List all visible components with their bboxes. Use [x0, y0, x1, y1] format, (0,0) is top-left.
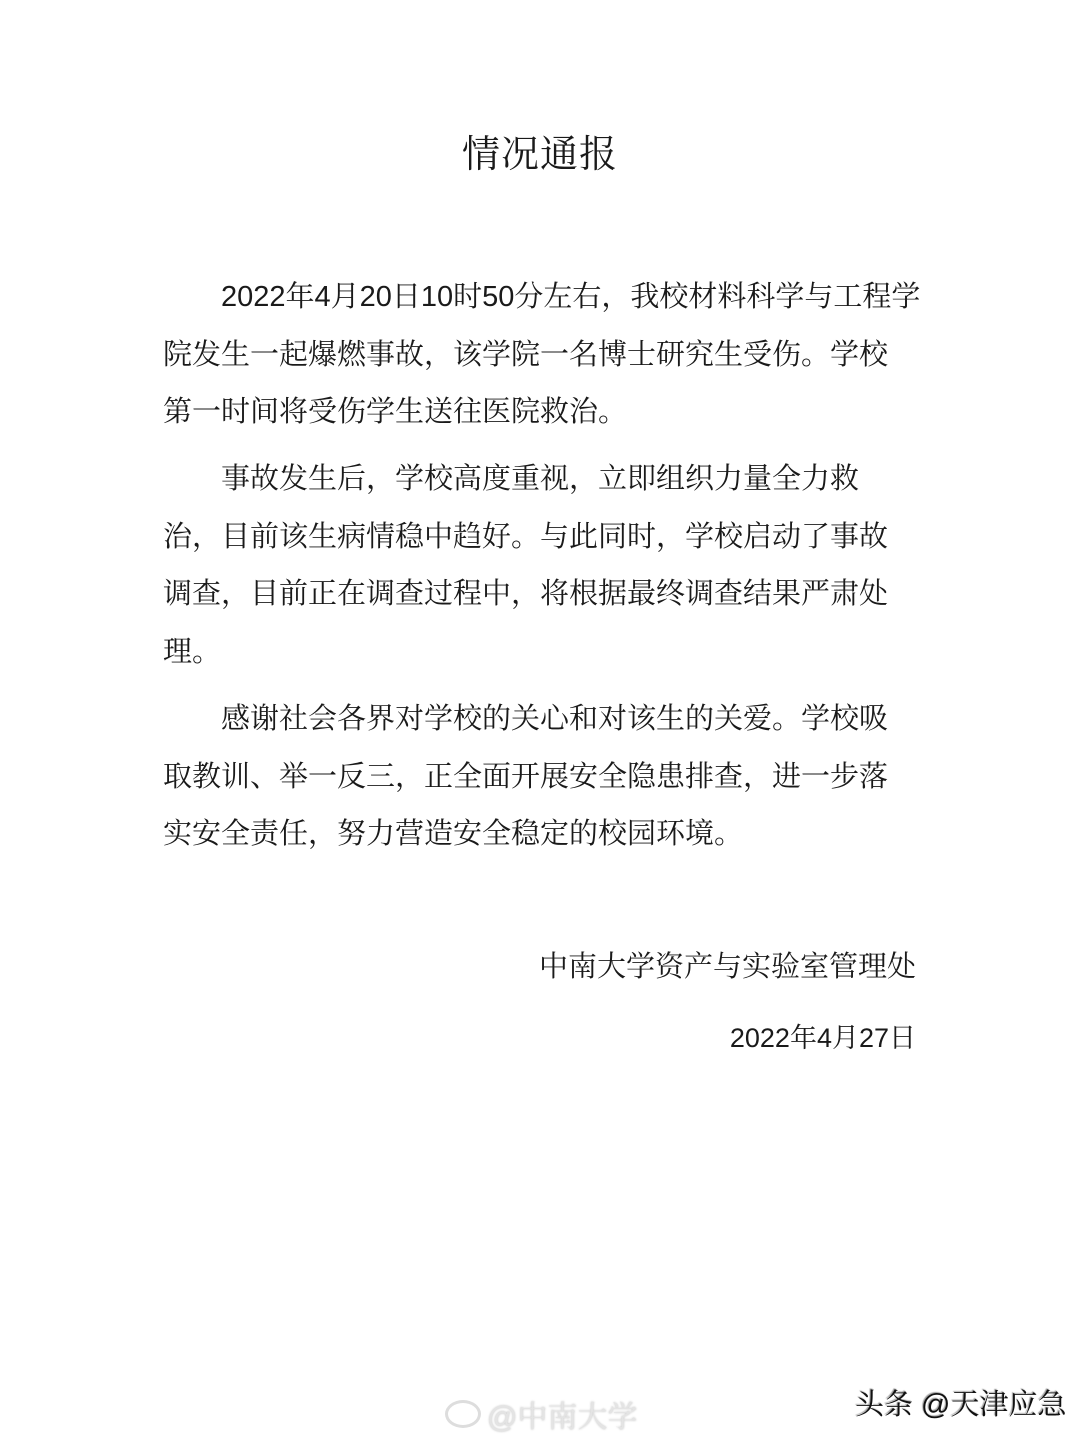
toutiao-watermark: 头条 @天津应急 [855, 1389, 1067, 1421]
text-line: 调查，目前正在调查过程中，将根据最终调查结果严肃处 [163, 578, 889, 610]
weibo-watermark [445, 1392, 637, 1436]
text-line: 实安全责任，努力营造安全稳定的校园环境。 [163, 818, 744, 850]
weibo-watermark-text: @中南大学 [487, 1401, 638, 1434]
paragraph-1 [163, 269, 921, 442]
text-line: 理。 [163, 635, 222, 668]
text-line: 院发生一起爆燃事故，该学院一名博士研究生受伤。学校 [163, 338, 889, 371]
signature: 中南大学资产与实验室管理处 [538, 951, 916, 983]
text-line: 感谢社会各界对学校的关心和对该生的关爱。学校吸 [221, 703, 889, 735]
text-line: 治，目前该生病情稳中趋好。与此同时，学校启动了事故 [163, 520, 889, 553]
text-line: 取教训、举一反三，正全面开展安全隐患排查，进一步落 [163, 760, 889, 793]
text-line: 事故发生后，学校高度重视，立即组织力量全力救 [221, 463, 860, 495]
paragraph-3 [163, 691, 903, 864]
text-line: 2022年4月20日10时50分左右，我校材料科学与工程学 [221, 281, 921, 313]
date: 2022年4月27日 [729, 1023, 916, 1053]
document-title: 情况通报 [461, 134, 618, 176]
text-line: 第一时间将受伤学生送往医院救治。 [163, 396, 628, 428]
weibo-icon [445, 1400, 481, 1428]
paragraph-2 [163, 451, 903, 681]
